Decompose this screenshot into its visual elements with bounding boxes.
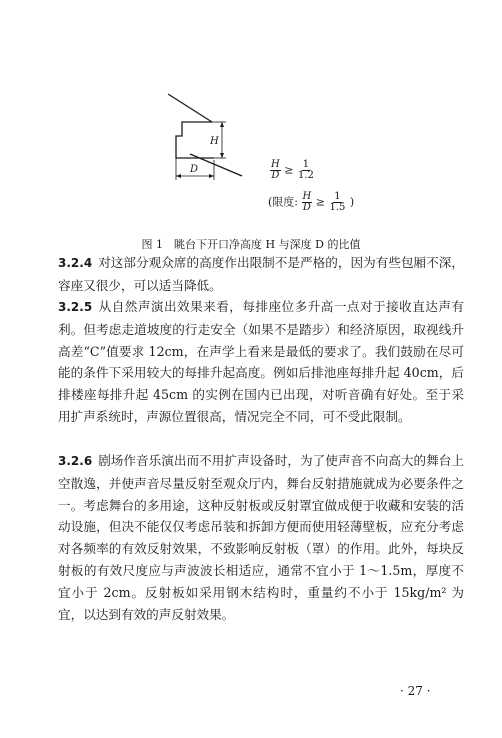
paragraph-text: 剧场作音乐演出而不用扩声设备时，为了使声音不向高大的舞台上空散逸，并使声音尽量反射至观众厅内，舞台反射措施就成为必要条件之一。考虑舞台的多用途，这种反射板或反射罩宜做成便于收藏和安装的活动设施，但决不能仅仅考虑吊装和拆卸方便而使用轻薄壁板，应充分考虑对各频率的有效反射效果，不致影响反射板（罩）的作用。此外，每块反射板的有效尺度应与声波波长相适应，通常不宜小于 1～1.5m，厚度不宜小于 2cm。反射板如采用钢木结构时，重量约不小于 15kg/m² 为宜，以达到有效的声反射效果。 bbox=[58, 453, 464, 622]
paragraph-3-2-4 bbox=[58, 252, 464, 297]
paragraph-3-2-6 bbox=[58, 450, 464, 625]
section-number: 3.2.5 bbox=[58, 300, 93, 314]
paragraph-3-2-5 bbox=[58, 296, 464, 428]
formula-main: $\frac{H}{D}$ ≥ $\frac{1}{1.2}$ bbox=[271, 159, 314, 181]
formula-limit: (限度: $\frac{H}{D}$ ≥ $\frac{1}{1.5}$ ) bbox=[268, 191, 355, 213]
balcony-section-figure bbox=[150, 92, 390, 232]
section-number: 3.2.6 bbox=[58, 454, 93, 468]
section-number: 3.2.4 bbox=[58, 256, 93, 270]
label-h: H bbox=[210, 136, 219, 147]
paragraph-text: 对这部分观众席的高度作出限制不是严格的，因为有些包厢不深，容座又很少，可以适当降低。 bbox=[58, 255, 464, 293]
figure-caption: 图 1 眺台下开口净高度 H 与深度 D 的比值 bbox=[141, 238, 361, 251]
paragraph-text: 从自然声演出效果来看，每排座位多升高一点对于接收直达声有利。但考虑走道坡度的行走安全（如果不是踏步）和经济原因，取视线升高差“C”值要求 12cm，在声学上看来是最低的要求了。我们鼓励在尽可能的条件下采用较大的每排升起高度。例如后排池座每排升起 40cm，后排楼座每排升起 45cm 的实例在国内已出现，对听音确有好处。至于采用扩声系统时，声源位置很高，情况完全不同，可不受此限制。 bbox=[58, 299, 464, 424]
label-d: D bbox=[190, 164, 199, 175]
page-number: · 27 · bbox=[400, 684, 431, 698]
